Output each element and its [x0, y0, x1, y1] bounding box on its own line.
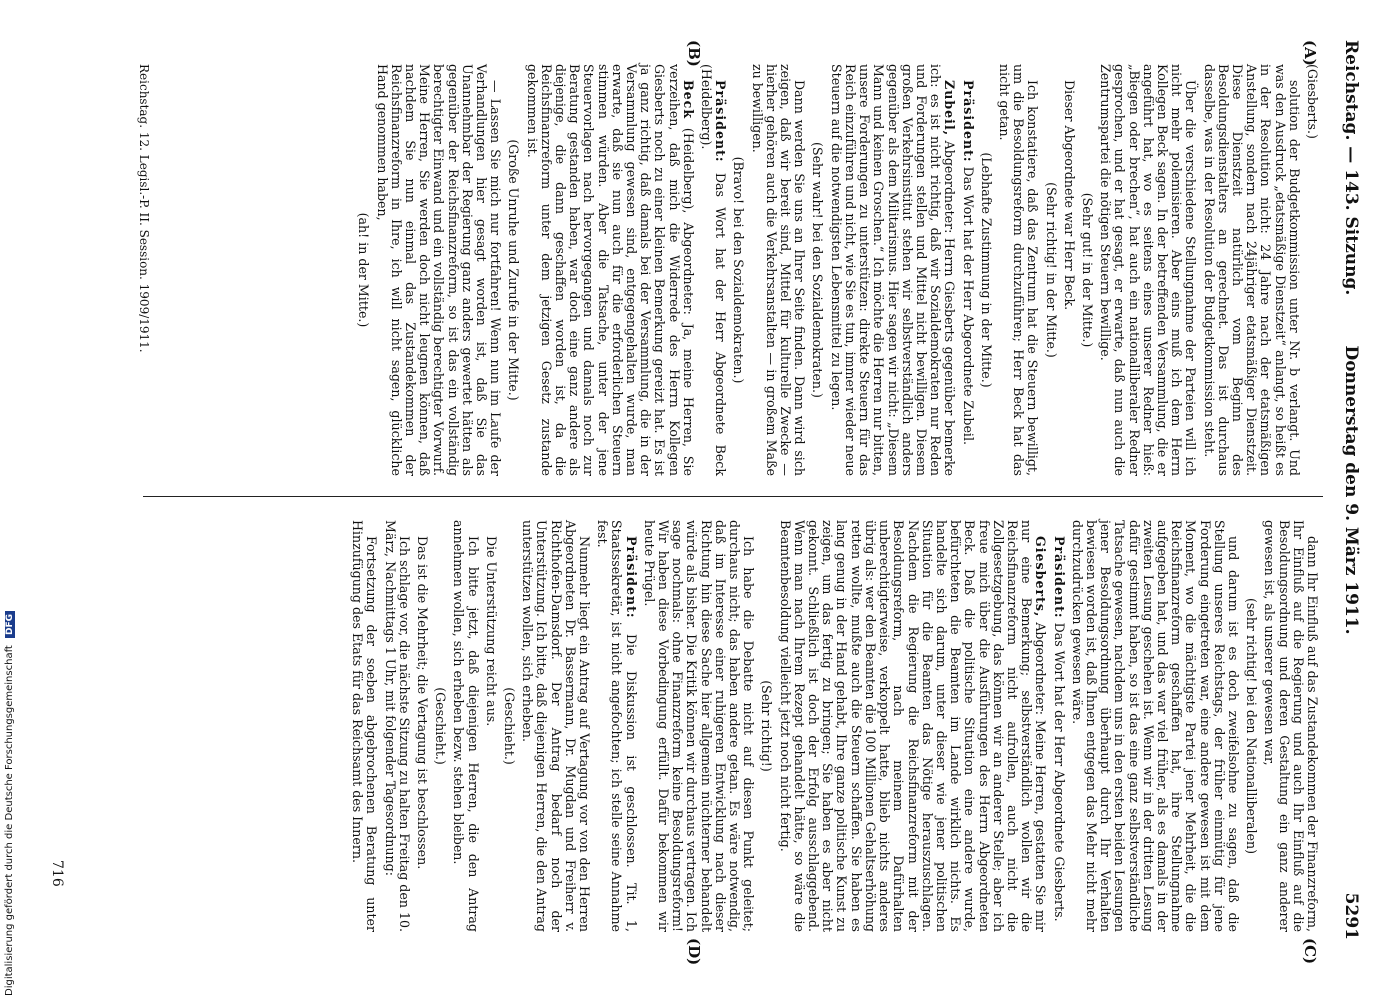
text-column-right: [346, 520, 1319, 932]
paragraph: [1098, 64, 1197, 476]
paragraph-text: (Geschieht.): [502, 687, 518, 765]
paragraph: [1262, 520, 1319, 932]
paragraph-text: (Bravo! bei den Sozialdemokraten.): [731, 156, 747, 384]
paragraph-text: (Sehr gut! in der Mitte.): [1079, 192, 1095, 348]
paragraph-text: Ich habe die Debatte nicht auf diesen Punkt geleitet; durchaus nicht; das haben andere getan. Es wäre notwendig, daß im Interesse einer ruhigeren Entwicklung nach dieser Richtung hin diese Sache hier allgemein nüchterner behandelt würde als bisher. Die Kritik können wir durchaus vertragen. Ich sage nochmals: ohne Finanzreform keine Besoldungsreform! Wir haben diese Vorbedingung erfüllt. Dafür bekommen wir heute Prügel.: [641, 520, 757, 932]
paragraph-text: Das Wort hat der Herr Abgeordnete Zubeil.: [960, 162, 976, 445]
paragraph-text: (Lebhafte Zustimmung in der Mitte.): [978, 152, 994, 388]
paragraph: [1043, 64, 1057, 476]
dfg-logo: DFG: [5, 611, 15, 638]
paragraph: [731, 64, 745, 476]
paragraph-text: Dieser Abgeordnete war Herr Beck.: [1061, 80, 1077, 311]
paragraph-text: Dann werden Sie uns an Ihrer Seite finden. Dann wird sich zeigen, daß wir bereit sind, Mittel für kulturelle Zwecke — hierher gehören auch die Verkehrsanstalten — in großem Maße zu bewilligen.: [749, 64, 808, 476]
header-page-number: 5291: [1341, 892, 1361, 940]
paragraph-text: Ich bitte jetzt, daß diejenigen Herren, die den Antrag annehmen wollen, sich erheben bezw. stehen bleiben.: [451, 520, 481, 932]
paragraph: [1051, 520, 1065, 932]
paragraph: [1062, 64, 1076, 476]
paragraph-text: (Giesberts.): [1305, 64, 1320, 139]
speaker-name: Präsident:: [623, 536, 639, 619]
paragraph-text: — Lassen Sie mich nur fortfahren! Wenn nun im Laufe der Verhandlungen hier gesagt worden ist, daß Sie das Unannehmbar der Regierung ganz anders gewertet hätten als gegenüber der Reichsfinanzreform, so ist das ein vollständig berechtigter Einwand und ein vollständig berechtigter Vorwurf. Meine Herren, Sie werden doch nicht leugnen können, daß nachdem Sie nun einmal das Zustandekommen der Reichsfinanzreform in Ihre, ich will nicht sagen, glückliche Hand genommen haben,: [374, 64, 504, 476]
paragraph-text: (sehr richtig! bei den Nationalliberalen): [1244, 597, 1260, 854]
paragraph-text: Das ist die Mehrheit; die Vertagung ist beschlossen.: [415, 536, 431, 870]
paragraph: [484, 520, 498, 932]
paragraph: [595, 520, 638, 932]
paragraph-text: Das Wort hat der Herr Abgeordnete Giesberts.: [1051, 618, 1067, 922]
paragraph: [1080, 64, 1094, 476]
paragraph: [451, 520, 479, 932]
text-column-left: [352, 64, 1319, 476]
paragraph: [1244, 520, 1258, 932]
paragraph: [777, 520, 1047, 932]
paragraph: [829, 64, 957, 476]
page-footer: Reichstag. 12. Legisl.-P. II. Session. 1909/1911.: [137, 64, 151, 353]
digitization-note: Digitalisierung gefördert durch die Deutsche Forschungsgemeinschaft: [4, 645, 15, 996]
paragraph-text: Fortsetzung der soeben abgebrochenen Beratung unter Hinzufügung des Etats für das Reichsamt des Innern.: [350, 520, 380, 932]
speaker-name: Giesberts,: [1033, 536, 1049, 618]
paragraph-text: (Geschieht.): [433, 687, 449, 765]
paragraph: [502, 520, 516, 932]
paragraph-text: (Sehr wahr! bei den Sozialdemokraten.): [810, 142, 826, 398]
paragraph-text: (Sehr richtig! in der Mitte.): [1043, 182, 1059, 358]
paragraph: [350, 520, 378, 932]
paragraph: [1070, 520, 1240, 932]
paragraph: [642, 520, 756, 932]
paragraph-text: (Große Unruhe und Zurufe in der Mitte.): [506, 139, 522, 401]
speaker-name: Präsident:: [960, 80, 976, 163]
paragraph: [374, 64, 502, 476]
paragraph-text: Nunmehr liegt ein Antrag auf Vertagung vor von den Herren Abgeordneten Dr. Bassermann, Dr. Mugdan und Freiherr v. Richthofen-Damsdorf. Der Antrag bedarf noch der Unterstützung. Ich bitte, daß diejenigen Herren, die den Antrag unterstützen wollen, sich erheben.: [520, 520, 593, 932]
paragraph-text: Ich konstatiere, daß das Zentrum hat die Steuern bewilligt, um die Besoldungsreform durchzuführen; Herr Beck hat das nicht getan.: [996, 64, 1041, 476]
margin-mark-d: (D): [685, 938, 703, 966]
speaker-name: Zubeil,: [942, 80, 958, 137]
paragraph-text: (ah! in der Mitte.): [356, 212, 372, 328]
paragraph-text: Abgeordneter: Herrn Giesberts gegenüber bemerke ich: es ist nicht richtig, daß wir Sozialdemokraten nur Reden und Forderungen stellen und Mittel nicht bewilligen. Diesem großen Verkehrsinstitut stehen wir selbstverständlich anders gegenüber als dem Militarismus. Hier sagen wir nicht: „Diesem Mann und keinen Groschen.“ Ich möchte die Herren nur bitten, unsere Forderungen zu unterstützen: direkte Steuern für das Reich einzuführen und nicht, wie Sie es tun, immer wieder neue Steuern auf die notwendigsten Lebensmittel zu legen.: [828, 64, 958, 476]
paragraph: [699, 64, 727, 476]
paragraph: [997, 64, 1040, 476]
digitization-strip: [0, 0, 20, 1000]
margin-mark-a: (A): [1301, 40, 1319, 66]
paragraph-text: Das Wort hat der Herr Abgeordnete Beck (Heidelberg).: [699, 64, 729, 476]
paragraph-text: solution der Budgetkommission unter Nr. b verlangt. Und was den Ausdruck „etatsmäßige Dienstzeit“ anlangt, so heißt es in der Resolution nicht: 24 Jahre nach der etatsmäßigen Anstellung, sondern nach 24jähriger etatsmäßiger Dienstzeit. Diese Dienstzeit natürlich vom Beginn des Besoldungsdienstalters an gerechnet. Das ist durchaus dasselbe, was in der Resolution der Budgetkommission steht.: [1201, 64, 1302, 476]
paragraph: [415, 520, 429, 932]
paragraph: [759, 520, 773, 932]
paragraph-text: (Sehr richtig!): [759, 680, 775, 772]
paragraph-text: Die Unterstützung reicht aus.: [483, 536, 499, 727]
paragraph-text: Die Diskussion ist geschlossen. Tit. 1, Staatssekretär, ist nicht angefochten; ich stelle seine Annahme fest.: [595, 520, 639, 932]
column-divider: [143, 496, 1323, 497]
paragraph-text: und darum ist es doch zweifelsohne zu sagen, daß die Stellung unseres Reichstags, der früher einmütig für jene Forderung eingetreten war, eine andere gewesen ist mit dem Moment, wo die mächtigste Partei jener Mehrheit, die die Reichsfinanzreform geschaffen hat, ihre Stellungnahme aufgegeben hat, und das war viel früher, als es damals in der zweiten Lesung geschehen ist. Wenn wir in der dritten Lesung dafür gestimmt haben, so ist das eine ganz selbstverständliche Tatsache gewesen, nachdem uns in den ersten beiden Lesungen jener Besoldungsordnung überhaupt durch Ihr Verhalten bewiesen worden ist, daß Ihnen entgegen das Mehr nicht mehr durchzudrücken gewesen wäre.: [1069, 520, 1241, 932]
paragraph-text: Abgeordneter: Meine Herren, gestatten Sie mir nur eine Bemerkung; selbstverständlich wollen wir die Reichsfinanzreform nicht aufrollen, auch nicht die Zollgesetzgebung, das können wir an anderer Stelle; aber ich freue mich über die Ausführungen des Herrn Abgeordneten Beck. Daß die politische Situation eine andere wurde, befürchteten die Beamten im Lande wirklich nichts. Es handelte sich darum, unter dieser wie jener politischen Situation für die Beamten das Nötige herauszuschlagen. Nachdem die Regierung die Reichsfinanzreform mit der Besoldungsreform, nach meinem Dafürhalten unberechtigterweise, verkoppelt hatte, blieb nichts anderes übrig als: wer den Beamten die 100 Millionen Gehaltserhöhung retten wollte, mußte auch die Steuern schaffen. Sie haben es lang genug in der Hand gehabt, Ihre ganze politische Kunst zu zeigen, um das fertig zu bringen; Sie haben es aber nicht gekonnt. Schließlich ist doch der Erfolg ausschlaggebend. Wenn man nach Ihrem Rezept gehandelt hätte, so wäre die Beamtenbesoldung vielleicht jetzt noch nicht fertig.: [777, 520, 1049, 932]
paragraph: [524, 64, 694, 476]
paragraph: [506, 64, 520, 476]
paragraph-text: Über die verschiedene Stellungnahme der Parteien will ich nicht mehr polemisieren. Aber eins muß ich dem Herrn Kollegen Beck sagen. In der betreffenden Versammlung, die er angeführt hat, wo es seitens eines unserer Redner hieß: „Biegen oder brechen“, hat auch ein nationalliberaler Redner gesprochen, und er hat gesagt, er erwarte, daß nun auch die Zentrumspartei die nötigen Steuern bewillige.: [1098, 64, 1199, 476]
paragraph-text: dann Ihr Einfluß auf das Zustandekommen der Finanzreform, Ihr Einfluß auf die Regierung und auch Ihr Einfluß auf die Besoldungsordnung und deren Gestaltung ein ganz anderer gewesen ist, als unserer gewesen war,: [1262, 520, 1320, 932]
page-header: [1331, 40, 1361, 940]
speaker-name: Präsident:: [1051, 536, 1067, 619]
speaker-name: Beck: [680, 80, 696, 120]
paragraph-text: Ich schlage vor, die nächste Sitzung zu halten Freitag den 10. März, Nachmittags 1 Uhr, mit folgender Tagesordnung:: [382, 520, 412, 932]
paragraph: [810, 64, 824, 476]
speaker-name: Präsident:: [713, 80, 729, 163]
header-left: Reichstag. — 143. Sitzung.: [1341, 40, 1361, 296]
paragraph: [433, 520, 447, 932]
paragraph: [979, 64, 993, 476]
header-date: Donnerstag den 9. März 1911.: [1341, 345, 1361, 635]
paragraph: [749, 64, 806, 476]
paragraph: [382, 520, 410, 932]
paragraph: [1201, 64, 1300, 476]
paragraph: [520, 520, 591, 932]
paragraph-text: (Heidelberg), Abgeordneter: Ja, meine Herren, Sie verzeihen, daß mich die Widerrede des Herrn Kollegen Giesberts noch zu einer kleinen Bemerkung gereizt hat. Es ist ja ganz richtig, daß damals bei der Versammlung, die in der Versammlung gewesen sind, entgegengehalten wurde, man erwarte, daß sie nun auch für die erforderlichen Steuern stimmen würden. Aber die Tatsache, unter der jene Steuervorlagen nach hervorgegangen und damals noch zur Beratung gestanden haben, war doch eine ganz andere als diejenige, die dann geschaffen worden ist, da die Reichsfinanzreform unter dem jetzigen Gesetz zustande gekommen ist.: [524, 64, 696, 476]
margin-mark-c: (C): [1301, 938, 1319, 965]
paragraph: [960, 64, 974, 476]
footer-page-number: 716: [49, 860, 65, 887]
paragraph: [1305, 64, 1319, 476]
margin-mark-b: (B): [685, 40, 703, 67]
paragraph: [356, 64, 370, 476]
